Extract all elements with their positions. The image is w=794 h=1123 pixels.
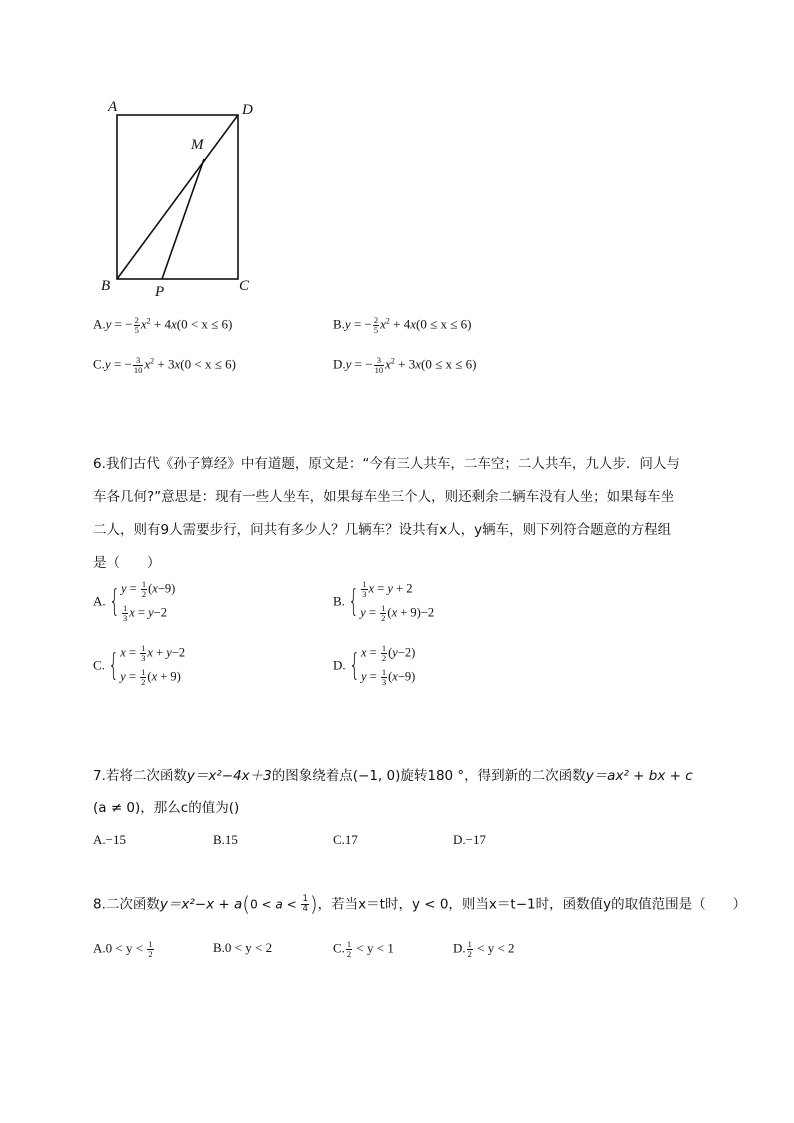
label-m: M (191, 137, 204, 153)
label-d: D (242, 102, 253, 118)
q7-option-d: D.−17 (453, 832, 486, 847)
label-p: P (155, 284, 165, 300)
q6-text: 6.我们古代《孙子算经》中有道题，原文是：“今有三人共车，二车空；二人共车，九人步．问人与 车各几何?”意思是：现有一些人坐车，如果每车坐三个人，则还剩余二辆车没有人坐；如果每车坐 二人，则有9人需要步行，问共有多少人？几辆车？设共有x人，y辆车，则下列符合题意的方程组 是（ ） (93, 456, 680, 571)
q6-option-d: D. { x = $\frac{1}{2}$ (y−2) y = $\frac{1}{3}$ (x−9) (333, 643, 416, 687)
q5-option-b: B.y = − $\frac{2}{5}$ $x^2 + 4x(0 \le x \le 6)$ (333, 315, 472, 335)
q7-option-c: C.17 (333, 832, 358, 847)
q8-option-d: D. $\frac{1}{2}$ < y < 2 (453, 939, 515, 959)
q5-option-d: D.y = − $\frac{3}{10}$ $x^2 + 3x(0 \le x \le 6)$ (333, 355, 477, 375)
q8-text: 8.二次函数y＝x²−x + a(0 < a < $\frac{1}{4}$ )，若当x＝t时，y < 0，则当x＝t−1时，函数值y的取值范围是（ ） (93, 892, 747, 916)
label-c: C (239, 278, 250, 294)
label-b: B (101, 278, 111, 294)
q6-option-b: B. { $\frac{1}{3}$ x = y + 2 y = $\frac{1}{2}$ (x + 9)−2 (333, 579, 435, 623)
q8-option-b: B.0 < y < 2 (213, 940, 273, 955)
q7-option-a: A.−15 (93, 832, 126, 847)
q7-line1: 7.若将二次函数y＝x²−4x＋3的图象绕着点(−1, 0)旋转180 °，得到新的二次函数y＝ax² + bx + c (93, 768, 693, 784)
segment-mp (162, 159, 204, 279)
q8-option-c: C. $\frac{1}{2}$ < y < 1 (333, 939, 394, 959)
segment-bd (117, 115, 238, 279)
q6-option-a: A. { y = $\frac{1}{2}$ (x−9) $\frac{1}{3}$ x = y−2 (93, 579, 176, 623)
q7-line2: (a ≠ 0)，那么c的值为() (93, 800, 240, 816)
q5-option-a: A.y = − $\frac{2}{5}$ $x^2 + 4x(0 < x \le 6)$ (93, 315, 233, 335)
label-a: A (108, 99, 118, 115)
q7-option-b: B.15 (213, 832, 238, 847)
q8-option-a: A.0 < y < $\frac{1}{2}$ (93, 939, 153, 959)
rectangle-figure (95, 95, 270, 305)
q5-option-c: C.y = − $\frac{3}{10}$ $x^2 + 3x(0 < x \le 6)$ (93, 355, 236, 375)
q6-option-c: C. { x = $\frac{1}{3}$ x + y−2 y = $\frac{1}{2}$ (x + 9) (93, 643, 186, 687)
